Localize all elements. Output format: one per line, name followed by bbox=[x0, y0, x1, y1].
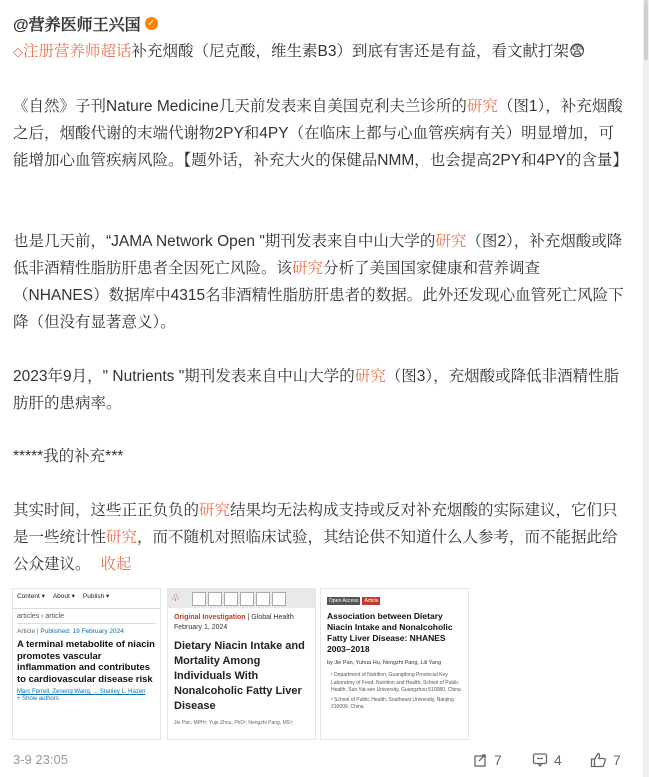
share-icon bbox=[472, 752, 488, 768]
p5-text-c: ，而不随机对照临床试验，其结论供不知道什么人参考，而不能据此给公众建议。 bbox=[13, 529, 618, 573]
label-section: | Global Health bbox=[247, 614, 294, 621]
diamond-icon: ◇ bbox=[13, 44, 23, 59]
research-link[interactable]: 研究 bbox=[199, 502, 231, 519]
scrollbar-thumb[interactable] bbox=[644, 0, 648, 60]
comment-count: 4 bbox=[554, 752, 562, 768]
article-title: Association between Dietary Niacin Intake and Nonalcoholic Fatty Liver Disease: NHANES 2003–2018 bbox=[327, 611, 453, 654]
p3-text-a: 2023年9月，" Nutrients "期刊发表来自中山大学的 bbox=[13, 368, 355, 385]
article-authors: Marc Ferrell, Zeneng Wang, ... Stanley L. Hazen bbox=[17, 689, 146, 695]
p4-text: *****我的补充*** bbox=[13, 448, 124, 465]
image-thumbnail-3[interactable] bbox=[320, 588, 469, 740]
jama-logo-icon: ♧ bbox=[171, 593, 180, 604]
verified-badge-icon: ✓ bbox=[145, 17, 158, 30]
image-thumbnail-1[interactable] bbox=[12, 588, 161, 740]
comment-button[interactable] bbox=[532, 752, 562, 768]
like-count: 7 bbox=[613, 752, 621, 768]
collapse-link[interactable]: 收起 bbox=[100, 556, 132, 573]
author-name[interactable]: @营养医师王兴国 bbox=[13, 17, 141, 34]
breadcrumb: articles › article bbox=[17, 613, 65, 620]
article-meta: Article | Published: 19 February 2024 bbox=[17, 628, 124, 635]
affiliation-1: ¹ Department of Nutrition, Guangdong Provincial Key Laboratory of Food, Nutrition and Health, School of Public Health, Sun Yat-sen University, Guangzhou 510080, China bbox=[331, 672, 461, 693]
comment-icon bbox=[532, 752, 548, 768]
post-time: 3-9 23:05 bbox=[13, 752, 68, 767]
research-link[interactable]: 研究 bbox=[435, 233, 467, 250]
repost-count: 7 bbox=[494, 752, 502, 768]
p2-text-b: （图2），补充烟酸或降低非酒精性脂肪肝患者全因死亡风险。该 bbox=[13, 233, 623, 277]
paragraph-1 bbox=[13, 93, 628, 174]
p2-text-c: 分析了美国国家健康和营养调查（NHANES）数据库中4315名非酒精性脂肪肝患者的数据。此外还发现心血管死亡风险下降（但没有显著意义）。 bbox=[13, 260, 624, 331]
p5-text-a: 其实时间，这些正正负负的 bbox=[13, 502, 200, 519]
p2-text-a: 也是几天前，“JAMA Network Open "期刊发表来自中山大学的 bbox=[13, 233, 436, 250]
image-thumbnail-2[interactable] bbox=[167, 588, 316, 740]
article-authors: Jie Pan, MPH¹; Yuje Zhou, PhD²; Nengzhi Pang, MS³; bbox=[174, 720, 294, 726]
publish-date: Published: 19 February 2024 bbox=[40, 628, 124, 635]
article-title: A terminal metabolite of niacin promotes vascular inflammation and contributes to cardiovascular disease risk bbox=[17, 639, 155, 685]
nav-item: Publish ▾ bbox=[82, 593, 110, 600]
tags bbox=[321, 589, 468, 605]
article-authors: by Jie Pan, Yuhua Hu, Nengzhi Pang, Lili Yang bbox=[327, 660, 442, 666]
toolbar-icon bbox=[208, 592, 222, 606]
toolbar-icon bbox=[224, 592, 238, 606]
nav-item: Content ▾ bbox=[17, 593, 45, 600]
paragraph-4 bbox=[13, 443, 625, 470]
jama-toolbar bbox=[168, 589, 315, 608]
scrollbar[interactable] bbox=[643, 0, 649, 777]
article-date: February 1, 2024 bbox=[174, 624, 228, 631]
label-type: Original Investigation bbox=[174, 614, 246, 621]
article-title: Dietary Niacin Intake and Mortality Among Individuals With Nonalcoholic Fatty Liver Disease bbox=[174, 640, 305, 712]
open-access-tag: Open Access bbox=[329, 598, 359, 604]
emoji: 😨 bbox=[568, 43, 586, 60]
research-link[interactable]: 研究 bbox=[354, 368, 386, 385]
research-link[interactable]: 研究 bbox=[106, 529, 138, 546]
show-authors: + Show authors bbox=[17, 696, 59, 702]
p1-text-a: 《自然》子刊Nature Medicine几天前发表来自美国克利夫兰诊所的 bbox=[13, 98, 467, 115]
p3-text-b: （图3），充烟酸或降低非酒精性脂肪肝的患病率。 bbox=[13, 368, 620, 412]
topic-link[interactable]: 注册营养师超话 bbox=[23, 43, 132, 60]
research-link[interactable]: 研究 bbox=[292, 260, 324, 277]
repost-button[interactable] bbox=[472, 752, 502, 768]
p5-text-b: 结果均无法构成支持或反对补充烟酸的实际建议，它们只是一些统计性 bbox=[13, 502, 618, 546]
research-link[interactable]: 研究 bbox=[466, 98, 498, 115]
intro-line bbox=[13, 38, 625, 65]
toolbar-icon bbox=[192, 592, 206, 606]
toolbar-icon bbox=[240, 592, 254, 606]
nature-nav bbox=[13, 589, 160, 609]
toolbar-icon bbox=[256, 592, 270, 606]
like-button[interactable] bbox=[590, 752, 621, 768]
nav-item: About ▾ bbox=[52, 593, 75, 600]
intro-text: 补充烟酸（尼克酸，维生素B3）到底有害还是有益，看文献打架 bbox=[131, 43, 569, 60]
article-type: Article bbox=[17, 628, 36, 635]
paragraph-3 bbox=[13, 363, 625, 417]
paragraph-2 bbox=[13, 228, 625, 336]
author-header[interactable] bbox=[13, 12, 158, 35]
article-label bbox=[168, 608, 315, 621]
affiliation-2: ² School of Public Health, Southeast University, Nanjing 210009, China bbox=[331, 696, 454, 710]
paragraph-5 bbox=[13, 497, 625, 578]
thumbs-up-icon bbox=[590, 752, 607, 768]
p1-text-b: （图1），补充烟酸之后，烟酸代谢的末端代谢物2PY和4PY（在临床上都与心血管疾病有关）明显增加，可能增加心血管疾病风险。【题外话，补充大火的保健品NMM，也会提高2PY和4PY的含量】 bbox=[13, 98, 628, 169]
toolbar-icon bbox=[272, 592, 286, 606]
article-tag: Article bbox=[364, 598, 379, 604]
